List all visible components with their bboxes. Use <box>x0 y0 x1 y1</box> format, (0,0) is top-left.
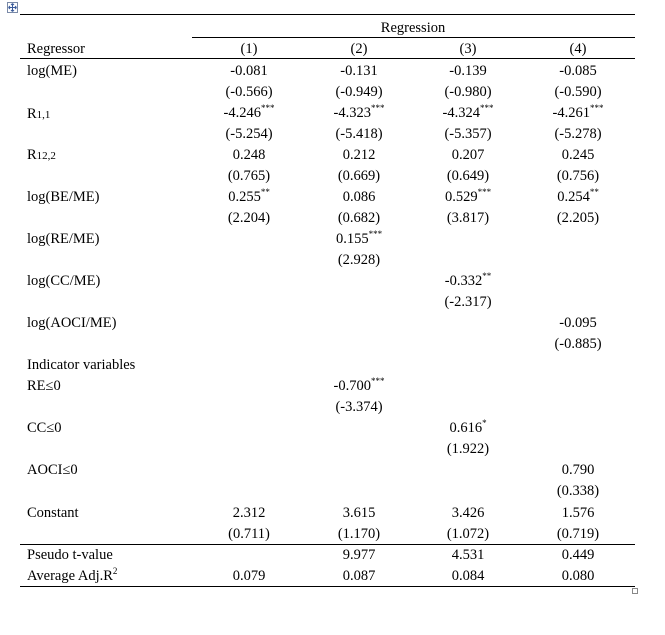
row-label-log-aoci-me: log(AOCI/ME) <box>27 315 117 331</box>
t-stat-cell: (2.205) <box>556 210 600 226</box>
coef-cell: 3.615 <box>342 505 376 521</box>
coef-cell: 0.212 <box>342 147 376 163</box>
indicator-variables-heading: Indicator variables <box>27 357 136 373</box>
t-stat-cell: (3.817) <box>446 210 490 226</box>
column-header: (1) <box>240 41 258 57</box>
coef-cell: 0.255** <box>228 187 270 205</box>
coef-cell: 0.254** <box>557 187 599 205</box>
t-stat-cell: (0.338) <box>556 483 600 499</box>
pseudo-t-cell: 4.531 <box>451 547 485 563</box>
t-stat-cell: (-2.317) <box>444 294 492 310</box>
coef-cell: 0.248 <box>232 147 266 163</box>
t-stat-cell: (-5.418) <box>335 126 383 142</box>
row-label-log-cc-me: log(CC/ME) <box>27 273 101 289</box>
t-stat-cell: (0.765) <box>227 168 271 184</box>
row-label-aoci-le-0: AOCI≤0 <box>27 462 78 478</box>
header-rule <box>20 58 635 59</box>
t-stat-cell: (0.649) <box>446 168 490 184</box>
table-move-handle-icon[interactable] <box>7 2 18 13</box>
coef-cell: -0.085 <box>559 63 597 79</box>
t-stat-cell: (1.072) <box>446 526 490 542</box>
t-stat-cell: (-0.980) <box>444 84 492 100</box>
coef-cell: -0.700*** <box>333 376 385 394</box>
t-stat-cell: (-0.949) <box>335 84 383 100</box>
coef-cell: 0.616* <box>449 418 487 436</box>
coef-cell: 0.207 <box>451 147 485 163</box>
row-label-cc-le-0: CC≤0 <box>27 420 62 436</box>
coef-cell: 3.426 <box>451 505 485 521</box>
row-label-r-12-2: R12,2 <box>27 147 56 163</box>
coef-cell: -0.139 <box>449 63 487 79</box>
coef-cell: -0.081 <box>230 63 268 79</box>
t-stat-cell: (1.170) <box>337 526 381 542</box>
t-stat-cell: (2.928) <box>337 252 381 268</box>
coef-cell: -0.131 <box>340 63 378 79</box>
bottom-rule <box>20 586 635 587</box>
coef-cell: -4.246*** <box>223 103 275 121</box>
t-stat-cell: (0.711) <box>228 526 270 542</box>
stats-rule <box>20 544 635 545</box>
t-stat-cell: (-0.566) <box>225 84 273 100</box>
column-header: (3) <box>459 41 477 57</box>
coef-cell: 0.529*** <box>444 187 492 205</box>
row-label-log-re-me: log(RE/ME) <box>27 231 100 247</box>
coef-cell: 1.576 <box>561 505 595 521</box>
row-label-re-le-0: RE≤0 <box>27 378 61 394</box>
t-stat-cell: (0.719) <box>556 526 600 542</box>
regression-group-header: Regression <box>380 20 446 36</box>
row-label-log-be-me: log(BE/ME) <box>27 189 100 205</box>
t-stat-cell: (1.922) <box>446 441 490 457</box>
group-rule <box>192 37 635 38</box>
pseudo-t-cell: 9.977 <box>342 547 376 563</box>
coef-cell: -0.332** <box>444 271 492 289</box>
t-stat-cell: (0.682) <box>337 210 381 226</box>
t-stat-cell: (-0.590) <box>554 84 602 100</box>
regressor-header: Regressor <box>27 41 85 57</box>
top-rule <box>20 14 635 15</box>
coef-cell: -4.324*** <box>442 103 494 121</box>
row-label-constant: Constant <box>27 505 79 521</box>
row-label-pseudo-t-value: Pseudo t-value <box>27 547 113 563</box>
adj-r2-cell: 0.080 <box>561 568 595 584</box>
table-resize-handle-icon[interactable] <box>632 588 638 594</box>
t-stat-cell: (2.204) <box>227 210 271 226</box>
t-stat-cell: (0.669) <box>337 168 381 184</box>
t-stat-cell: (-5.357) <box>444 126 492 142</box>
coef-cell: -0.095 <box>559 315 597 331</box>
coef-cell: -4.261*** <box>552 103 604 121</box>
coef-cell: 2.312 <box>232 505 266 521</box>
adj-r2-cell: 0.084 <box>451 568 485 584</box>
coef-cell: 0.086 <box>342 189 376 205</box>
t-stat-cell: (-5.254) <box>225 126 273 142</box>
t-stat-cell: (-3.374) <box>335 399 383 415</box>
pseudo-t-cell: 0.449 <box>561 547 595 563</box>
row-label-r-1-1: R1,1 <box>27 106 51 122</box>
adj-r2-cell: 0.087 <box>342 568 376 584</box>
coef-cell: 0.155*** <box>335 229 383 247</box>
column-header: (2) <box>350 41 368 57</box>
coef-cell: 0.790 <box>561 462 595 478</box>
t-stat-cell: (-0.885) <box>554 336 602 352</box>
coef-cell: 0.245 <box>561 147 595 163</box>
adj-r2-cell: 0.079 <box>232 568 266 584</box>
column-header: (4) <box>569 41 587 57</box>
row-label-log-me: log(ME) <box>27 63 77 79</box>
coef-cell: -4.323*** <box>333 103 385 121</box>
t-stat-cell: (0.756) <box>556 168 600 184</box>
row-label-average-adj-r2: Average $Adj.R^2$ <box>27 566 118 584</box>
t-stat-cell: (-5.278) <box>554 126 602 142</box>
